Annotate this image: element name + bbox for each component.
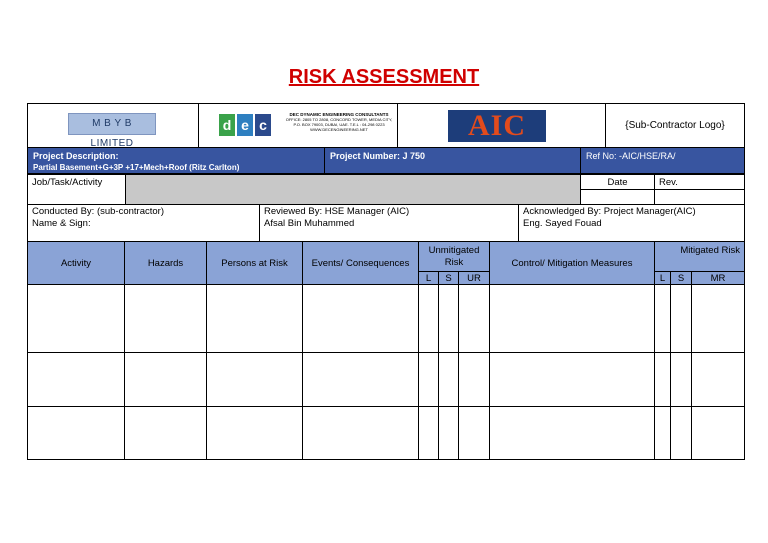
table-cell[interactable] (206, 352, 303, 407)
table-cell[interactable] (654, 406, 671, 460)
table-cell[interactable] (418, 406, 439, 460)
sub-mr: MR (691, 271, 745, 285)
sub-ur: UR (458, 271, 490, 285)
date-value[interactable] (580, 189, 655, 205)
table-cell[interactable] (489, 406, 655, 460)
table-cell[interactable] (124, 352, 207, 407)
name-sign-label: Name & Sign: (32, 218, 91, 229)
table-cell[interactable] (27, 406, 125, 460)
sub-l: L (654, 271, 671, 285)
dec-company-name: DEC DYNAMIC ENGINEERING CONSULTANTS (289, 112, 389, 117)
table-cell[interactable] (124, 284, 207, 353)
mbyb-logo-cell (27, 103, 199, 148)
table-cell[interactable] (670, 352, 692, 407)
acknowledged-by-cell (518, 204, 745, 242)
table-cell[interactable] (438, 284, 459, 353)
ref-number: Ref No: -AIC/HSE/RA/ (580, 147, 745, 174)
reviewer-name: Afsal Bin Muhammed (264, 218, 355, 229)
col-events-consequences: Events/ Consequences (302, 241, 419, 285)
col-control-measures: Control/ Mitigation Measures (489, 241, 655, 285)
acknowledger-name: Eng. Sayed Fouad (523, 218, 602, 229)
aic-logo-cell (397, 103, 606, 148)
dec-logo (219, 112, 398, 140)
table-cell[interactable] (418, 352, 439, 407)
table-cell[interactable] (438, 352, 459, 407)
acknowledged-by-label: Acknowledged By: Project Manager(AIC) (523, 206, 696, 217)
table-cell[interactable] (124, 406, 207, 460)
table-cell[interactable] (302, 284, 419, 353)
col-activity: Activity (27, 241, 125, 285)
table-cell[interactable] (691, 284, 745, 353)
conducted-by-cell (27, 204, 260, 242)
reviewed-by-label: Reviewed By: HSE Manager (AIC) (264, 206, 410, 217)
table-cell[interactable] (27, 352, 125, 407)
aic-logo: AIC (448, 110, 546, 142)
project-number: Project Number: J 750 (324, 147, 581, 174)
sub-l: L (418, 271, 439, 285)
table-cell[interactable] (302, 352, 419, 407)
project-description (27, 147, 325, 174)
subcontractor-logo-cell: {Sub-Contractor Logo} (605, 103, 745, 148)
dec-address-line: P.O. BOX 79003, DUBAI, UAE. T.E.L : 04-298 0223 (293, 122, 385, 127)
table-cell[interactable] (206, 406, 303, 460)
dec-letter-e: e (237, 114, 253, 136)
table-cell[interactable] (691, 406, 745, 460)
sub-s: S (438, 271, 459, 285)
table-cell[interactable] (458, 406, 490, 460)
sub-s: S (670, 271, 692, 285)
table-cell[interactable] (670, 406, 692, 460)
dec-letter-d: d (219, 114, 235, 136)
table-cell[interactable] (670, 284, 692, 353)
table-cell[interactable] (27, 284, 125, 353)
reviewed-by-cell (259, 204, 519, 242)
dec-address-line: OFFICE: 2805 TO 2808, CONCORD TOWER, MEDIA CITY, (285, 117, 393, 122)
table-cell[interactable] (302, 406, 419, 460)
job-task-input[interactable] (125, 174, 581, 205)
project-description-label: Project Description: (33, 151, 119, 161)
table-cell[interactable] (458, 284, 490, 353)
rev-value[interactable] (654, 189, 745, 205)
mbyb-logo: M B Y B LIMITED (68, 113, 156, 135)
date-label: Date (580, 174, 655, 190)
table-cell[interactable] (438, 406, 459, 460)
dec-logo-cell (198, 103, 398, 148)
table-cell[interactable] (458, 352, 490, 407)
rev-label: Rev. (654, 174, 745, 190)
col-persons-at-risk: Persons at Risk (206, 241, 303, 285)
table-cell[interactable] (654, 352, 671, 407)
col-hazards: Hazards (124, 241, 207, 285)
table-cell[interactable] (489, 352, 655, 407)
table-cell[interactable] (418, 284, 439, 353)
table-cell[interactable] (489, 284, 655, 353)
dec-letter-c: c (255, 114, 271, 136)
col-mitigated-risk: Mitigated Risk (654, 241, 745, 272)
project-description-value: Partial Basement+G+3P +17+Mech+Roof (Ritz Carlton) (33, 163, 240, 172)
page-title: RISK ASSESSMENT (288, 66, 480, 88)
table-cell[interactable] (654, 284, 671, 353)
dec-website: WWW.DECENGINEERING.NET (310, 127, 368, 132)
col-unmitigated-risk: Unmitigated Risk (418, 241, 490, 272)
conducted-by-label: Conducted By: (sub-contractor) (32, 206, 165, 217)
table-cell[interactable] (206, 284, 303, 353)
job-task-label: Job/Task/Activity (27, 174, 126, 205)
table-cell[interactable] (691, 352, 745, 407)
